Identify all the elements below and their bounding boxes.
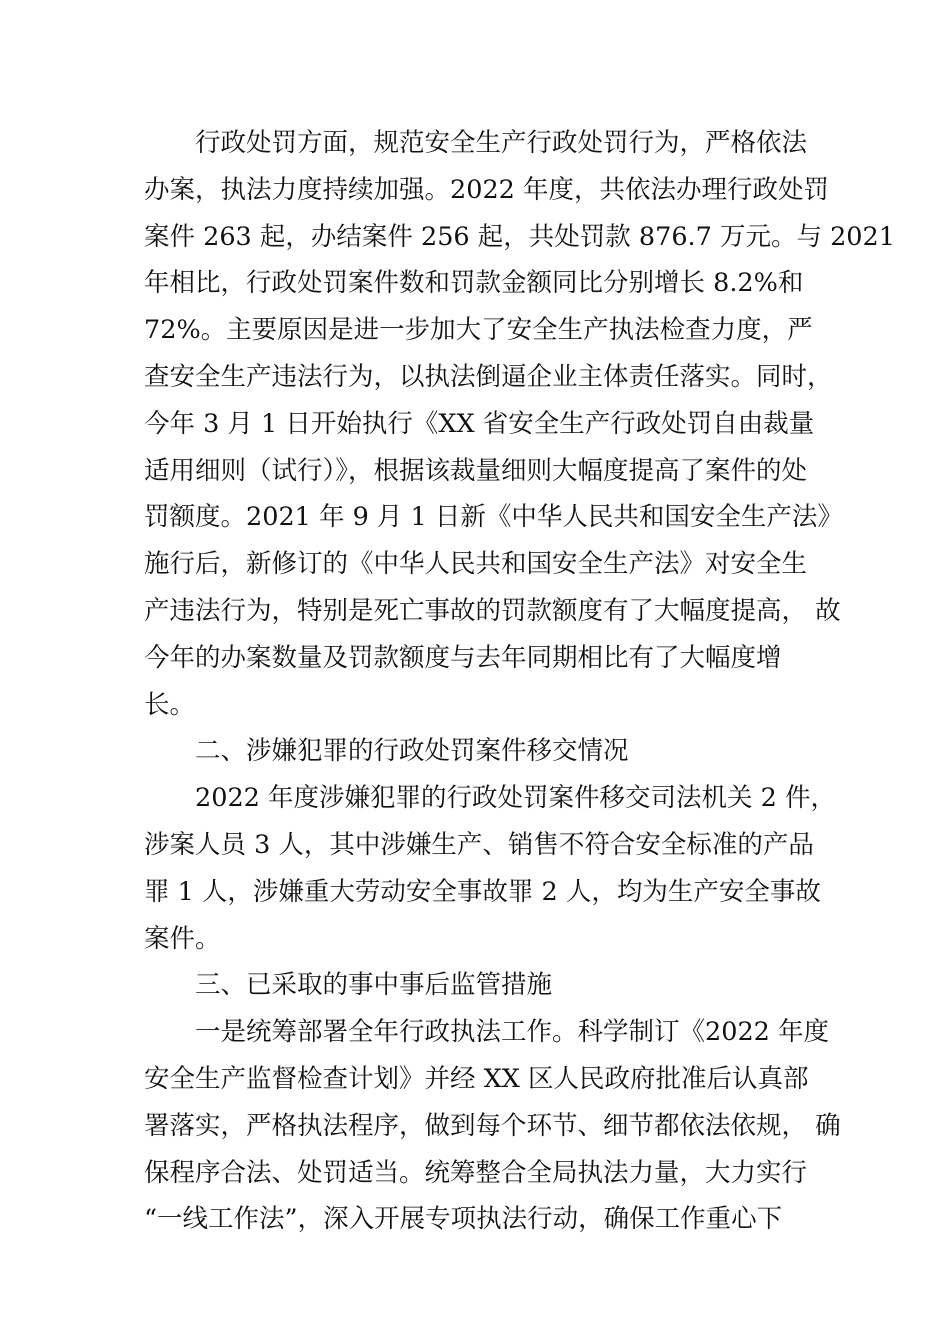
paragraph-line: 2022 年度涉嫌犯罪的行政处罚案件移交司法机关 2 件， bbox=[195, 783, 836, 814]
paragraph-line: 长。 bbox=[144, 689, 196, 720]
document-body bbox=[144, 120, 895, 1243]
paragraph-line: 一是统筹部署全年行政执法工作。科学制订《2022 年度 bbox=[195, 1017, 830, 1048]
paragraph-line: 年相比，行政处罚案件数和罚款金额同比分别增长 8.2%和 bbox=[144, 268, 804, 299]
paragraph-line: 署落实，严格执法程序，做到每个环节、细节都依法依规， 确 bbox=[144, 1110, 841, 1141]
section-heading: 二、涉嫌犯罪的行政处罚案件移交情况 bbox=[195, 736, 629, 767]
paragraph-line: 涉案人员 3 人，其中涉嫌生产、销售不符合安全标准的产品 bbox=[144, 829, 814, 860]
paragraph-line: 罚额度。2021 年 9 月 1 日新《中华人民共和国安全生产法》 bbox=[144, 502, 843, 533]
paragraph-line: 罪 1 人，涉嫌重大劳动安全事故罪 2 人，均为生产安全事故 bbox=[144, 876, 821, 907]
paragraph-line: 行政处罚方面，规范安全生产行政处罚行为，严格依法 bbox=[195, 128, 808, 158]
paragraph-line: 查安全生产违法行为，以执法倒逼企业主体责任落实。同时， bbox=[144, 361, 833, 392]
paragraph-line: 72%。主要原因是进一步加大了安全生产执法检查力度，严 bbox=[144, 315, 813, 346]
paragraph-line: 安全生产监督检查计划》并经 XX 区人民政府批准后认真部 bbox=[144, 1063, 809, 1094]
section-heading: 三、已采取的事中事后监管措施 bbox=[195, 970, 553, 1001]
paragraph-line: 保程序合法、处罚适当。统筹整合全局执法力量，大力实行 bbox=[144, 1157, 808, 1188]
paragraph-line: 适用细则（试行）》，根据该裁量细则大幅度提高了案件的处 bbox=[144, 455, 808, 486]
paragraph-line: 今年的办案数量及罚款额度与去年同期相比有了大幅度增 bbox=[144, 642, 782, 673]
paragraph-line: 施行后，新修订的《中华人民共和国安全生产法》对安全生 bbox=[144, 549, 808, 580]
paragraph-line: 今年 3 月 1 日开始执行《XX 省安全生产行政处罚自由裁量 bbox=[144, 408, 815, 439]
paragraph-line: “一线工作法”，深入开展专项执法行动，确保工作重心下 bbox=[144, 1204, 783, 1235]
paragraph-line: 案件 263 起，办结案件 256 起，共处罚款 876.7 万元。与 2021 bbox=[144, 221, 895, 252]
paragraph-line: 办案，执法力度持续加强。2022 年度，共依法办理行政处罚 bbox=[144, 174, 830, 205]
paragraph-line: 产违法行为，特别是死亡事故的罚款额度有了大幅度提高， 故 bbox=[144, 595, 841, 626]
paragraph-line: 案件。 bbox=[144, 923, 221, 954]
